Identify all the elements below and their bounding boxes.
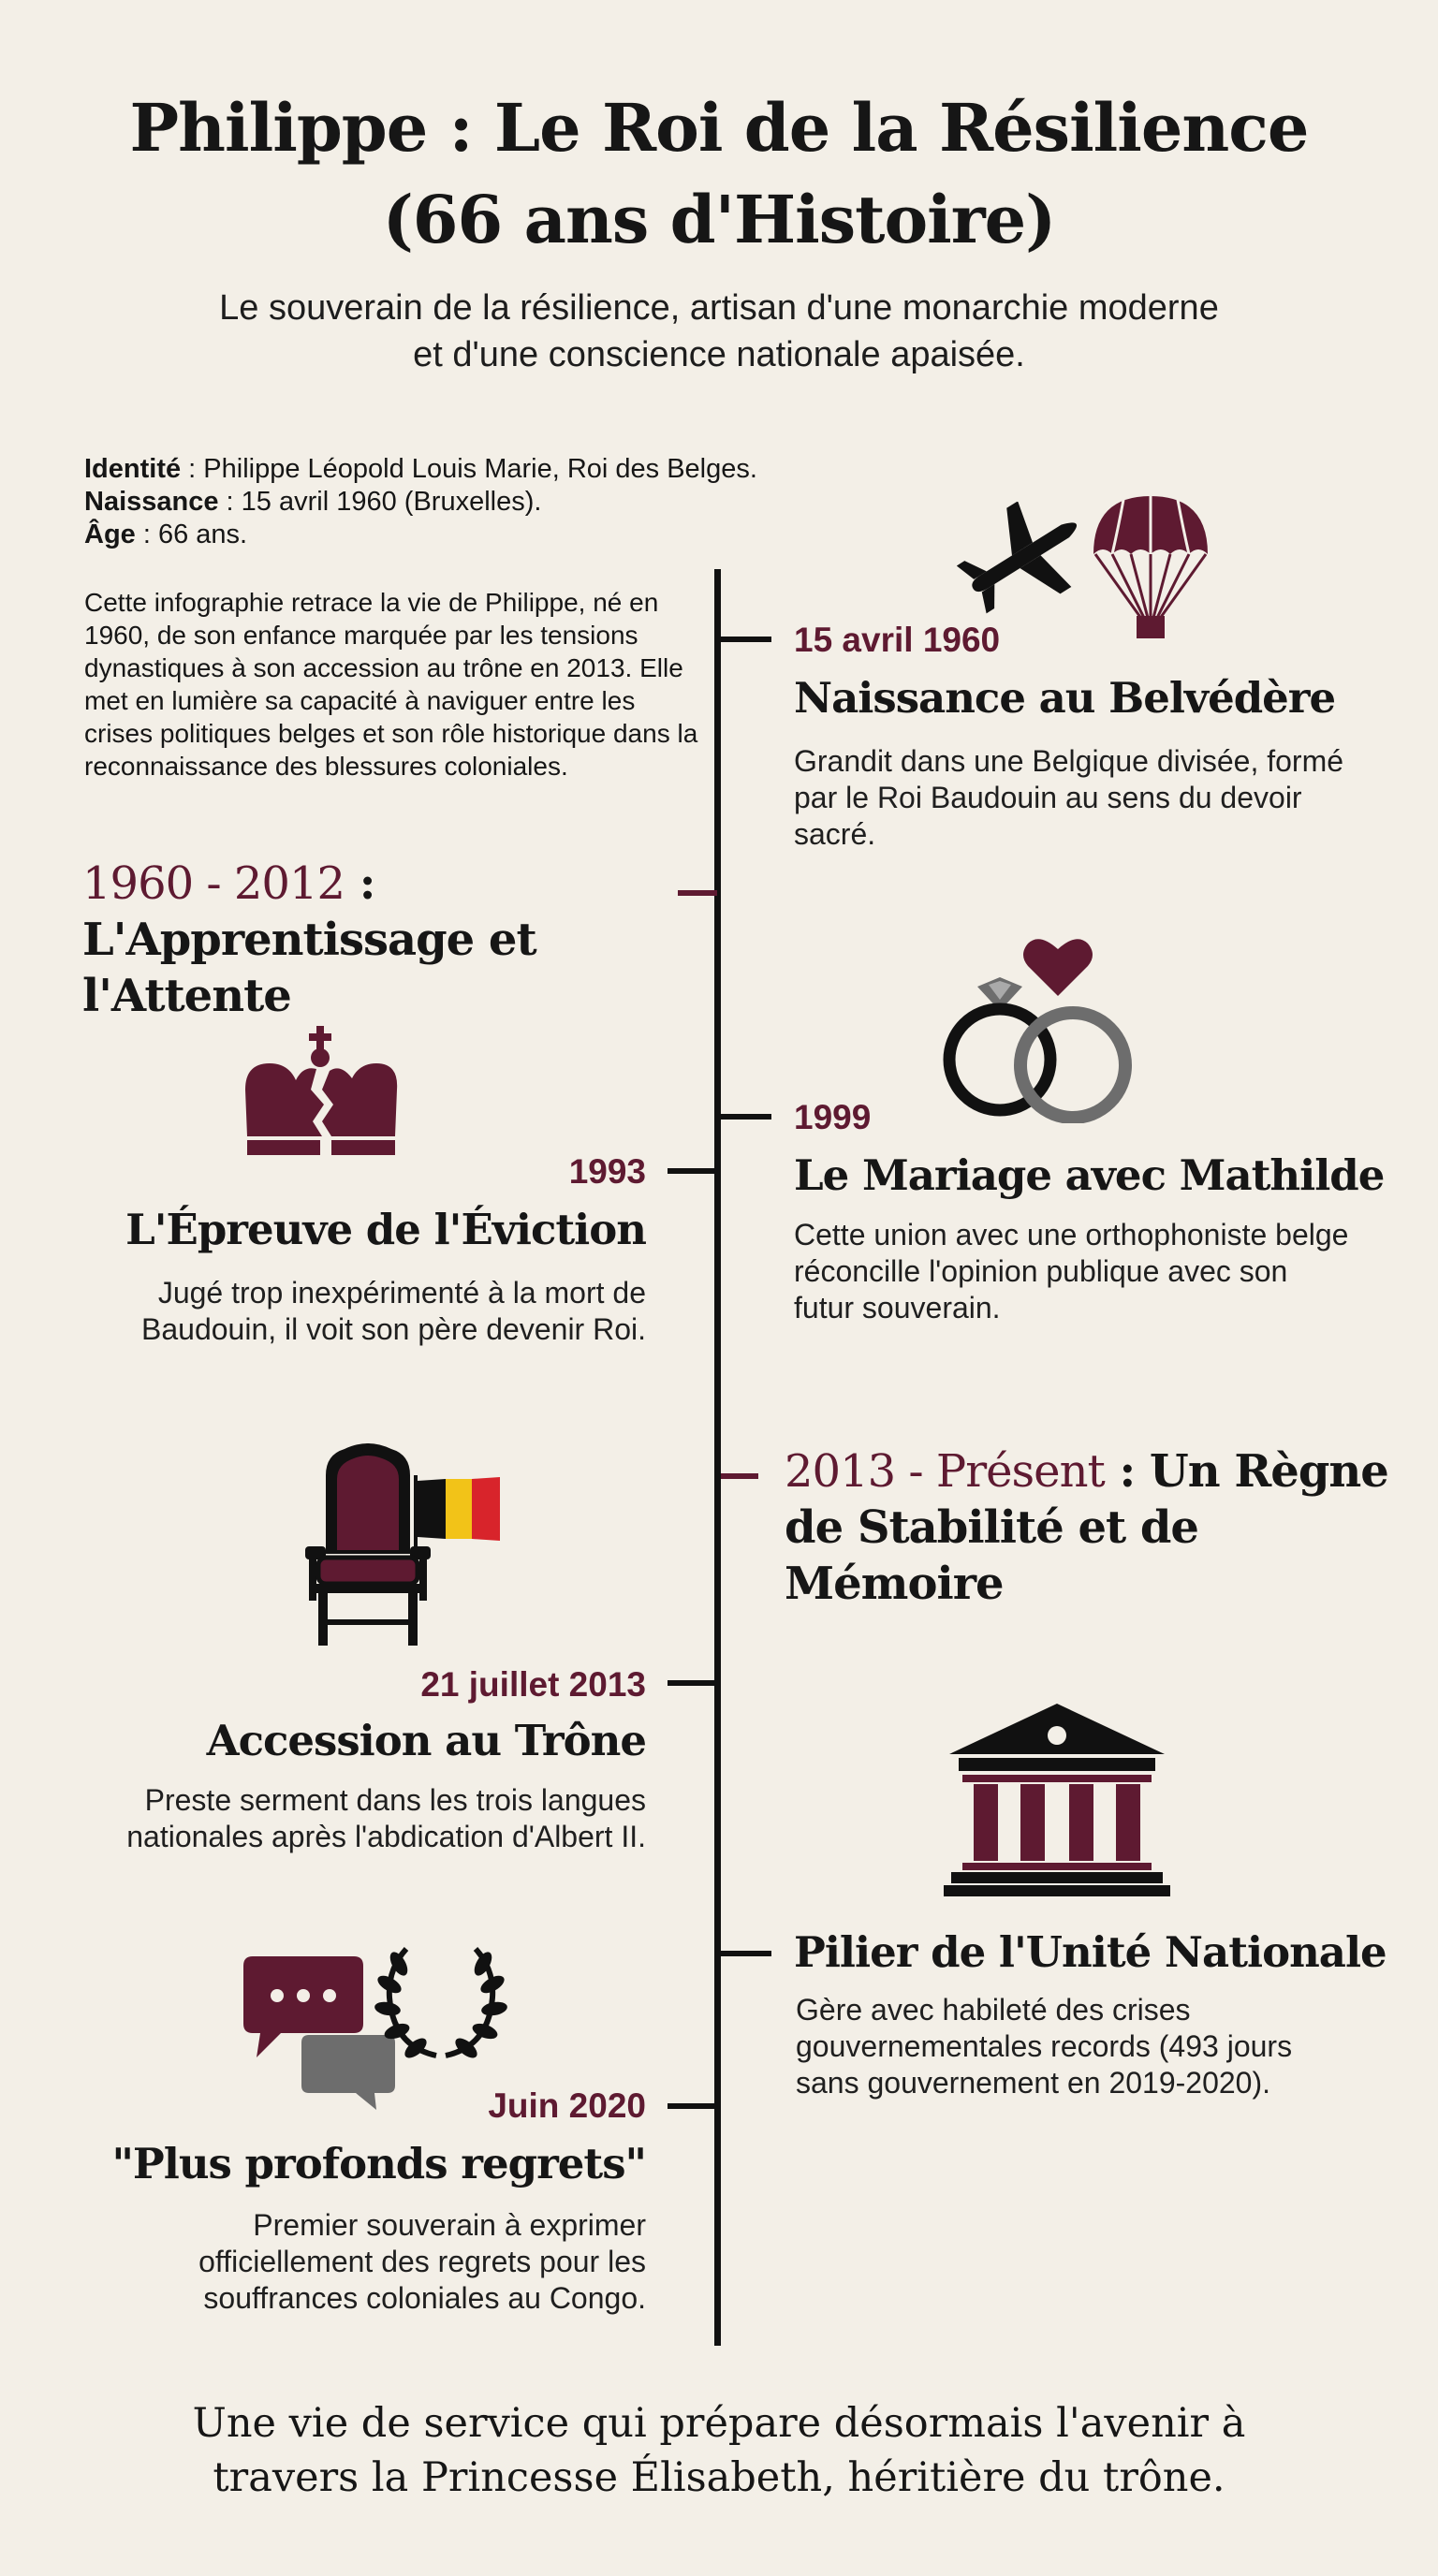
event-description: Premier souverain à exprimer officiellement des regrets pour les souffrances coloniales au Congo. xyxy=(198,2208,646,2315)
belgian-flag-icon xyxy=(412,1475,502,1546)
event-date: 21 juillet 2013 xyxy=(420,1665,646,1704)
event-title: L'Épreuve de l'Éviction xyxy=(125,1205,646,1254)
identity-value: : Philippe Léopold Louis Marie, Roi des Belges. xyxy=(181,454,757,484)
event-title: Le Mariage avec Mathilde xyxy=(794,1150,1385,1200)
airplane-icon xyxy=(957,502,1088,614)
footer-conclusion xyxy=(0,2396,1438,2505)
wedding-rings-icon xyxy=(940,973,1146,1123)
broken-crown-icon xyxy=(242,1024,401,1164)
title-line-2: (66 ans d'Histoire) xyxy=(382,181,1056,258)
age-row xyxy=(84,519,796,551)
timeline-tick-accession xyxy=(668,1680,716,1686)
era-years: 2013 - Présent xyxy=(785,1445,1105,1498)
identity-label: Identité xyxy=(84,454,182,484)
event-date: Juin 2020 xyxy=(488,2086,646,2125)
footer-line-2: travers la Princesse Élisabeth, héritière du trône. xyxy=(213,2454,1225,2501)
timeline-tick-eviction xyxy=(668,1168,716,1174)
event-description: Grandit dans une Belgique divisée, formé par le Roi Baudouin au sens du devoir sacré. xyxy=(794,744,1344,851)
timeline-tick-wedding xyxy=(721,1114,771,1120)
event-description: Gère avec habileté des crises gouvernementales records (493 jours sans gouvernement en 2019-2020). xyxy=(796,1993,1293,2100)
age-label: Âge xyxy=(84,520,136,549)
event-title: Accession au Trône xyxy=(206,1716,646,1765)
timeline-spine xyxy=(714,569,721,2346)
page-subtitle xyxy=(0,285,1438,378)
event-title: Pilier de l'Unité Nationale xyxy=(794,1927,1387,1977)
identity-row xyxy=(84,453,796,486)
event-description: Jugé trop inexpérimenté à la mort de Baudouin, il voit son père devenir Roi. xyxy=(141,1276,646,1346)
era-title: L'Apprentissage et l'Attente xyxy=(82,914,536,1022)
timeline-tick-regrets xyxy=(668,2103,716,2109)
timeline-tick-birth xyxy=(721,637,771,642)
era-suffix: : Un Règne xyxy=(1104,1445,1388,1498)
event-description: Cette union avec une orthophoniste belge réconcille l'opinion publique avec son futur souverain. xyxy=(794,1218,1349,1325)
footer-line-1: Une vie de service qui prépare désormais l'avenir à xyxy=(192,2400,1246,2447)
age-value: : 66 ans. xyxy=(135,520,248,549)
event-date: 15 avril 1960 xyxy=(794,621,1001,659)
event-date: 1993 xyxy=(568,1152,646,1191)
laurel-wreath-icon xyxy=(371,1941,511,2063)
subtitle-line-2: et d'une conscience nationale apaisée. xyxy=(413,335,1025,374)
parachute-icon xyxy=(1090,492,1211,642)
birth-label: Naissance xyxy=(84,487,219,517)
event-description: Preste serment dans les trois langues nationales après l'abdication d'Albert II. xyxy=(126,1783,646,1853)
title-line-1: Philippe : Le Roi de la Résilience xyxy=(129,89,1309,167)
identity-block xyxy=(84,453,796,551)
era-heading-2 xyxy=(785,1443,1421,1612)
intro-paragraph: Cette infographie retrace la vie de Philippe, né en 1960, de son enfance marquée par les tensions dynastiques à son accession au trône en 2013. Elle met en lumière sa capacité à naviguer entre les crises politiques belges et son rôle historique dans la reconnaissance des blessures coloniales. xyxy=(84,588,698,781)
timeline-tick-unity xyxy=(721,1951,771,1956)
subtitle-line-1: Le souverain de la résilience, artisan d'une monarchie moderne xyxy=(219,288,1219,328)
event-title: Naissance au Belvédère xyxy=(794,673,1336,723)
parliament-building-icon xyxy=(940,1702,1174,1898)
era-title: de Stabilité et de Mémoire xyxy=(785,1501,1198,1610)
era-years: 1960 - 2012 xyxy=(82,857,345,910)
event-title: "Plus profonds regrets" xyxy=(111,2139,646,2188)
event-date: 1999 xyxy=(794,1098,872,1136)
page-title xyxy=(0,82,1438,266)
timeline-tick-era-2 xyxy=(721,1473,758,1479)
birth-row xyxy=(84,486,796,519)
birth-value: : 15 avril 1960 (Bruxelles). xyxy=(218,487,542,517)
era-heading-1 xyxy=(82,856,700,1024)
era-suffix: : xyxy=(345,857,375,910)
